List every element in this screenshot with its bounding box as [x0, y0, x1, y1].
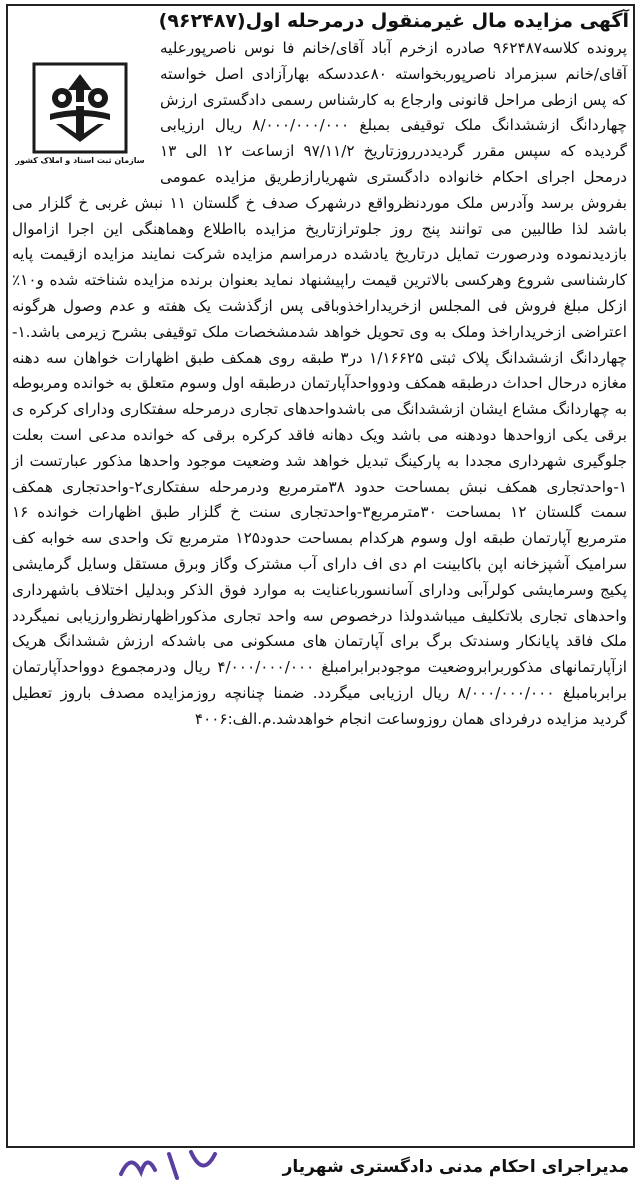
notice-body-text: پرونده کلاسه۹۶۲۴۸۷ صادره ازخرم آباد آقای/خانم فا نوس ناصرپورعلیه آقای/خانم سبزمراد ناصرپوربخواسته ۸۰عددسکه بهارآزادی اصل خواسته که پس ازطی مراحل قانونی وارجاع به کارشناس رسمی دادگستری ارزش چهاردانگ ازششدانگ ملک توقیفی بمبلغ ۸/۰۰۰/۰۰۰/۰۰۰ ریال ارزیابی گردیده که سپس مقرر گردیددرروزتاریخ ۹۷/۱۱/۲ ازساعت ۱۲ الی ۱۳ درمحل اجرای احکام خانواده دادگستری شهریارازطریق مزایده عمومی بفروش برسد وآدرس ملک موردنظرواقع درشهرک صدف خ گلستان ۱۱ نبش غربی خ گلزار می باشد لذا طالبین می توانند پنج روز جلوترازتاریخ مزایده بااطلاع وهماهنگی این اجرا ازاموال بازدیدنموده ودرصورت تمایل درتاریخ یادشده درمراسم مزایده شرکت نمایند مزایده ازقیمت پایه کارشناسی شروع وهرکسی بالاترین قیمت راپیشنهاد نماید بعنوان برنده مزایده شناخته شده و۱۰٪ ازکل مبلغ فروش فی المجلس ازخریداراخذوباقی پس ازگذشت یک هفته و عدم وصول هرگونه اعتراضی ازخریداراخذ وملک به وی تحویل خواهد شدمشخصات ملک توقیفی بشرح زیرمی باشد.۱-چهاردانگ ازششدانگ پلاک ثبتی ۱/۱۶۶۲۵ در۳ طبقه روی همکف طبق اظهارات خواهان سه دهنه مغازه درحال احداث درطبقه همکف ودوواحدآپارتمان درطبقه اول وسوم متعلق به خوانده ومربوطه به چهاردانگ مشاع ایشان ازششدانگ می باشدواحدهای تجاری درمرحله سفتکاری ودارای کرکره ی برقی یکی ازواحدها دودهنه می باشد ویک دهانه فاقد کرکره برقی که خوانده مدعی است بعلت جلوگیری شهرداری مجددا به پارکینگ تبدیل خواهد شد وضعیت موجود واحدها مذکور عبارتست از ۱-واحدتجاری همکف نبش بمساحت حدود ۳۸مترمربع ودرمرحله سفتکاری۲-واحدتجاری همکف سمت گلستان ۱۲ بمساحت ۳۰مترمربع۳-واحدتجاری سنت خ گلزار طبق اظهارات خوانده ۱۶ مترمربع آپارتمان طبقه اول وسوم هرکدام بمساحت حدود۱۲۵ مترمربع تک واحدی سه خوابه کف سرامیک آشپزخانه اپن باکابینت ام دی اف دارای آب مشترک وگاز وبرق مستقل وسایل گرمایشی پکیج وسرمایشی کولرآبی ودارای آسانسورباعنایت به موارد فوق الذکر وبدلیل اختلاف باشهرداری واحدهای تجاری بلاتکلیف میباشدولذا درخصوص سه واحد تجاری مذکوراظهارنظروارزیابی نمیگردد ملک فاقد پایانکار وسندتک برگ برای آپارتمان های مسکونی می باشدکه ارزش ششدانگ هریک ازآپارتمانهای مذکوربرابروضعیت موجودبرابرامبلغ ۴/۰۰۰/۰۰۰/۰۰۰ ریال ودرمجموع دوواحدآپارتمان برابربامبلغ ۸/۰۰۰/۰۰۰/۰۰۰ ریال ارزیابی میگردد. ضمنا چنانچه روزمزایده مصدف باروز تعطیل گردید مزایده درفردای همان روزوساعت انجام خواهدشد.م.الف:۴۰۰۶ [12, 39, 628, 728]
logo-caption: سازمان ثبت اسناد و املاک کشور [15, 156, 145, 165]
notice-title: آگهی مزایده مال غیرمنقول درمرحله اول(۹۶۲۴۸۷) [158, 10, 629, 32]
registration-organization-logo [12, 62, 148, 174]
signature-line: مدیراجرای احکام مدنی دادگستری شهریار [282, 1157, 629, 1177]
emblem-icon [32, 62, 128, 154]
